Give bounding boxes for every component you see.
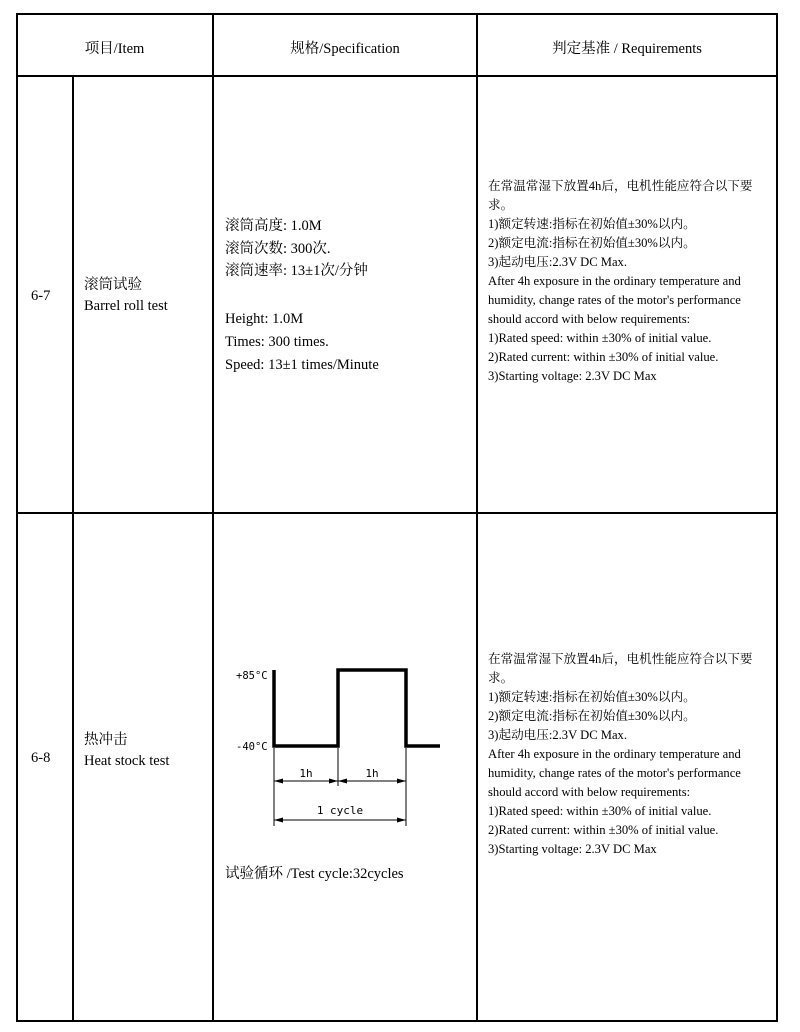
spec-line: Height: 1.0M bbox=[225, 311, 304, 327]
header-divider bbox=[16, 75, 778, 77]
spec-req-divider bbox=[476, 13, 478, 1022]
requirement-line: 2)Rated current: within ±30% of initial value. bbox=[488, 350, 719, 364]
spec-line: Times: 300 times. bbox=[225, 334, 329, 350]
header-requirements: 判定基准 / Requirements bbox=[552, 41, 702, 57]
requirements-list bbox=[488, 650, 763, 859]
row-number: 6-8 bbox=[31, 750, 51, 766]
high-temp-label: +85°C bbox=[236, 670, 268, 682]
arrowhead bbox=[274, 779, 283, 784]
arrowhead bbox=[338, 779, 347, 784]
spec-line: 滚筒速率: 13±1次/分钟 bbox=[225, 263, 368, 279]
requirement-line: 1)Rated speed: within ±30% of initial value. bbox=[488, 331, 712, 345]
number-item-divider bbox=[72, 75, 74, 1022]
cycle-label: 1 cycle bbox=[316, 804, 364, 817]
test-cycle-caption: 试验循环 /Test cycle:32cycles bbox=[225, 866, 404, 882]
header-item: 项目/Item bbox=[84, 41, 145, 57]
header-specification: 规格/Specification bbox=[290, 41, 400, 57]
requirement-line: 1)额定转速:指标在初始值±30%以内。 bbox=[488, 690, 696, 704]
requirement-line: 在常温常湿下放置4h后，电机性能应符合以下要求。 bbox=[488, 652, 753, 685]
spec-line: Speed: 13±1 times/Minute bbox=[225, 357, 379, 373]
temperature-waveform bbox=[274, 670, 440, 746]
item-name-en: Heat stock test bbox=[84, 753, 170, 769]
arrowhead bbox=[274, 818, 283, 823]
row-divider bbox=[16, 512, 778, 514]
requirement-line: 3)Starting voltage: 2.3V DC Max bbox=[488, 842, 657, 856]
step-duration-label: 1h bbox=[365, 767, 379, 780]
arrowhead bbox=[397, 818, 406, 823]
requirement-line: 1)额定转速:指标在初始值±30%以内。 bbox=[488, 217, 696, 231]
requirement-line: 3)起动电压:2.3V DC Max. bbox=[488, 728, 627, 742]
spec-line: 滚筒高度: 1.0M bbox=[225, 218, 322, 234]
item-name-cn: 滚筒试验 bbox=[84, 277, 142, 293]
thermal-cycle-diagram bbox=[222, 658, 452, 838]
requirement-line: 2)额定电流:指标在初始值±30%以内。 bbox=[488, 236, 696, 250]
spec-line: 滚筒次数: 300次. bbox=[225, 241, 331, 257]
item-name-en: Barrel roll test bbox=[84, 298, 168, 314]
requirement-line: 3)起动电压:2.3V DC Max. bbox=[488, 255, 627, 269]
requirement-line: After 4h exposure in the ordinary temperature and humidity, change rates of the motor's performance should accord with below requirements: bbox=[488, 274, 741, 326]
requirement-line: 1)Rated speed: within ±30% of initial value. bbox=[488, 804, 712, 818]
low-temp-label: -40°C bbox=[236, 741, 268, 753]
requirement-line: 在常温常湿下放置4h后，电机性能应符合以下要求。 bbox=[488, 179, 753, 212]
item-name-cn: 热冲击 bbox=[84, 732, 128, 748]
requirement-line: 2)Rated current: within ±30% of initial value. bbox=[488, 823, 719, 837]
arrowhead bbox=[397, 779, 406, 784]
requirements-list bbox=[488, 177, 763, 386]
requirement-line: 2)额定电流:指标在初始值±30%以内。 bbox=[488, 709, 696, 723]
requirement-line: After 4h exposure in the ordinary temperature and humidity, change rates of the motor's performance should accord with below requirements: bbox=[488, 747, 741, 799]
item-spec-divider bbox=[212, 13, 214, 1022]
row-number: 6-7 bbox=[31, 288, 51, 304]
requirement-line: 3)Starting voltage: 2.3V DC Max bbox=[488, 369, 657, 383]
step-duration-label: 1h bbox=[299, 767, 313, 780]
arrowhead bbox=[329, 779, 338, 784]
